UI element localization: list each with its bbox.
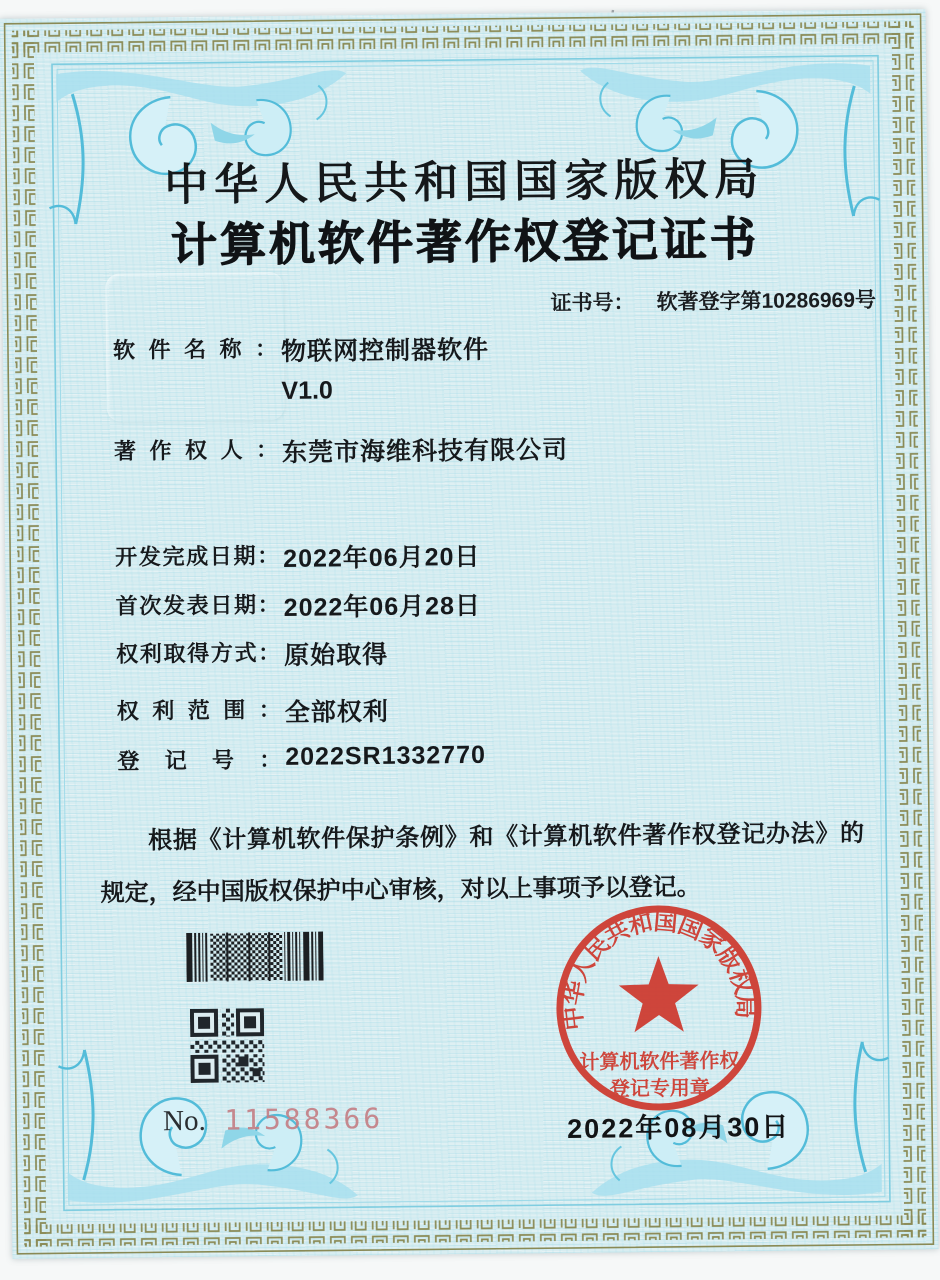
barcode <box>186 932 324 982</box>
publication-date-value: 2022年06月28日 <box>283 591 482 622</box>
registration-statement: 根据《计算机软件保护条例》和《计算机软件著作权登记办法》的规定，经中国版权保护中心审核，对以上事项予以登记。 <box>100 819 865 907</box>
rights-scope-value: 全部权利 <box>284 697 389 727</box>
rights-scope-label: 权利范围： <box>116 696 281 724</box>
field-row-registration-number <box>117 740 487 779</box>
software-version: V1.0 <box>281 376 334 405</box>
copyright-owner-label: 著作权人： <box>113 436 279 464</box>
acquisition-method-label: 权利取得方式： <box>116 639 281 667</box>
field-row-rights-scope <box>116 693 389 729</box>
serial-number-prefix: No. <box>162 1104 206 1138</box>
official-seal <box>552 901 766 1115</box>
seal-inner-line1: 计算机软件著作权 <box>579 1050 740 1074</box>
publication-date-label: 首次发表日期： <box>115 591 280 619</box>
field-row-publication-date <box>115 588 482 624</box>
field-row-software-name <box>112 332 490 405</box>
issue-date: 2022年08月30日 <box>567 1111 791 1144</box>
field-row-development-date <box>115 539 481 575</box>
authority-title: 中华人民共和国国家版权局 <box>164 154 765 211</box>
field-row-acquisition-method <box>116 636 389 672</box>
seal-ring-text: 中华人民共和国国家版权局 <box>559 908 759 1032</box>
development-date-label: 开发完成日期： <box>115 542 280 570</box>
registration-number-value: 2022SR1332770 <box>285 740 487 771</box>
acquisition-method-value: 原始取得 <box>284 640 389 670</box>
certificate-number-row <box>550 284 876 317</box>
seal-star-icon <box>618 956 699 1033</box>
certificate-number-value: 软著登字第10286969号 <box>656 288 877 315</box>
development-date-value: 2022年06月20日 <box>283 542 481 573</box>
software-name-value: 物联网控制器软件 V1.0 <box>280 335 490 405</box>
software-name-label: 软件名称： <box>112 335 278 363</box>
serial-number-value: 11588366 <box>224 1101 384 1137</box>
certificate-title: 计算机软件著作权登记证书 <box>170 212 760 272</box>
copyright-owner-value: 东莞市海维科技有限公司 <box>281 435 569 467</box>
qr-code <box>190 1008 265 1083</box>
registration-number-label: 登记号： <box>117 746 282 774</box>
seal-inner-line2: 登记专用章 <box>609 1077 710 1101</box>
serial-number-row <box>163 1102 383 1138</box>
certificate-number-label: 证书号： <box>550 291 635 316</box>
field-row-copyright-owner <box>113 433 569 469</box>
certificate-page <box>0 9 938 1259</box>
